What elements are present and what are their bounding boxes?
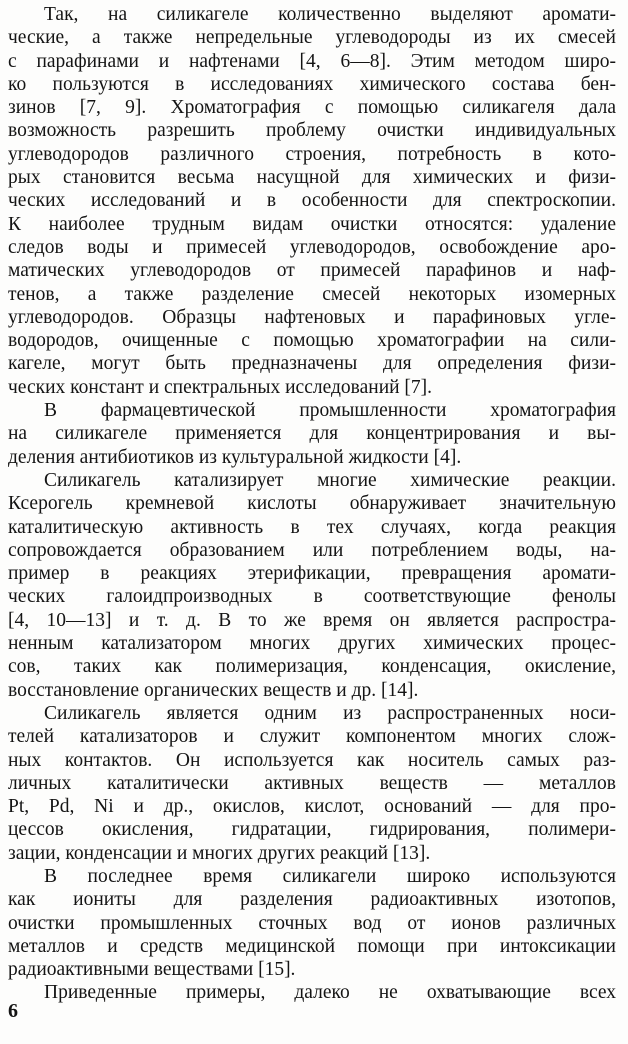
paragraph-silica-aromatics bbox=[8, 3, 616, 399]
text-line: каталитическую активность в тех случаях, когда реакция bbox=[8, 516, 616, 538]
text-line: углеводородов. Образцы нафтеновых и парафиновых угле- bbox=[8, 306, 616, 328]
paragraph-examples bbox=[8, 981, 616, 1004]
text-line: ненным катализатором многих других химических процес- bbox=[8, 633, 616, 655]
text-line: ческих галоидпроизводных в соответствующие фенолы bbox=[8, 586, 616, 608]
text-line: цессов окисления, гидратации, гидрирования, полимери- bbox=[8, 819, 616, 841]
text-line: Pt, Pd, Ni и др., окислов, кислот, оснований — для про- bbox=[8, 796, 616, 818]
paragraph-pharmaceutical bbox=[8, 399, 616, 469]
text-line: сопровождается образованием или потреблением воды, на- bbox=[8, 539, 616, 561]
text-line: металлов и средств медицинской помощи при интоксикации bbox=[8, 935, 616, 957]
text-line: телей катализаторов и служит компонентом многих слож- bbox=[8, 726, 616, 748]
text-line: ко пользуются в исследованиях химического состава бен- bbox=[8, 73, 616, 95]
text-line: В фармацевтической промышленности хроматография bbox=[44, 400, 616, 422]
text-line: ческие, а также непредельные углеводороды из их смесей bbox=[8, 27, 616, 49]
text-line: Силикагель катализирует многие химические реакции. bbox=[44, 469, 616, 491]
text-line: водородов, очищенные с помощью хроматографии на сили- bbox=[8, 330, 616, 352]
text-line: ных контактов. Он используется как носитель самых раз- bbox=[8, 749, 616, 771]
text-line: сов, таких как полимеризация, конденсация, окисление, bbox=[8, 656, 616, 678]
text-line: [4, 10—13] и т. д. В то же время он является распростра- bbox=[8, 609, 616, 631]
text-line: деления антибиотиков из культуральной жидкости [4]. bbox=[8, 446, 462, 468]
text-line: Силикагель является одним из распространенных носи- bbox=[44, 702, 616, 724]
text-line: радиоактивными веществами [15]. bbox=[8, 959, 296, 981]
text-line: следов воды и примесей углеводородов, освобождение аро- bbox=[8, 236, 616, 258]
text-line: возможность разрешить проблему очистки индивидуальных bbox=[8, 120, 616, 142]
text-line: как иониты для разделения радиоактивных изотопов, bbox=[8, 889, 616, 911]
text-line: углеводородов различного строения, потребность в кото- bbox=[8, 143, 616, 165]
text-line: рых становится весьма насущной для химических и физи- bbox=[8, 167, 616, 189]
text-line: восстановление органических веществ и др. [14]. bbox=[8, 679, 419, 701]
text-line: зации, конденсации и многих других реакций [13]. bbox=[8, 842, 431, 864]
text-line: ческих констант и спектральных исследований [7]. bbox=[8, 376, 433, 398]
paragraph-catalyst-carrier bbox=[8, 702, 616, 865]
body-text bbox=[8, 3, 616, 1005]
text-line: кагеле, могут быть предназначены для определения физи- bbox=[8, 353, 616, 375]
page-number: 6 bbox=[8, 1000, 18, 1022]
text-line: на силикагеле применяется для концентрирования и вы- bbox=[8, 423, 616, 445]
paragraph-ion-exchange bbox=[8, 865, 616, 981]
text-line: личных каталитически активных веществ — металлов bbox=[8, 772, 616, 794]
text-line: Так, на силикагеле количественно выделяют аромати- bbox=[44, 4, 616, 25]
text-line: зинов [7, 9]. Хроматография с помощью силикагеля дала bbox=[8, 97, 616, 119]
text-line: К наиболее трудным видам очистки относятся: удаление bbox=[8, 213, 616, 235]
text-line: Ксерогель кремневой кислоты обнаруживает значительную bbox=[8, 493, 616, 515]
text-line: пример в реакциях этерификации, превращения аромати- bbox=[8, 563, 616, 585]
paragraph-catalysis bbox=[8, 469, 616, 702]
text-line: Приведенные примеры, далеко не охватывающие всех bbox=[44, 982, 616, 1004]
text-line: ческих исследований и в особенности для спектроскопии. bbox=[8, 190, 616, 212]
text-line: тенов, а также разделение смесей некоторых изомерных bbox=[8, 283, 616, 305]
text-line: очистки промышленных сточных вод от ионов различных bbox=[8, 912, 616, 934]
text-line: В последнее время силикагели широко используются bbox=[44, 865, 616, 887]
text-line: с парафинами и нафтенами [4, 6—8]. Этим методом широ- bbox=[8, 50, 616, 72]
text-line: матических углеводородов от примесей парафинов и наф- bbox=[8, 260, 616, 282]
